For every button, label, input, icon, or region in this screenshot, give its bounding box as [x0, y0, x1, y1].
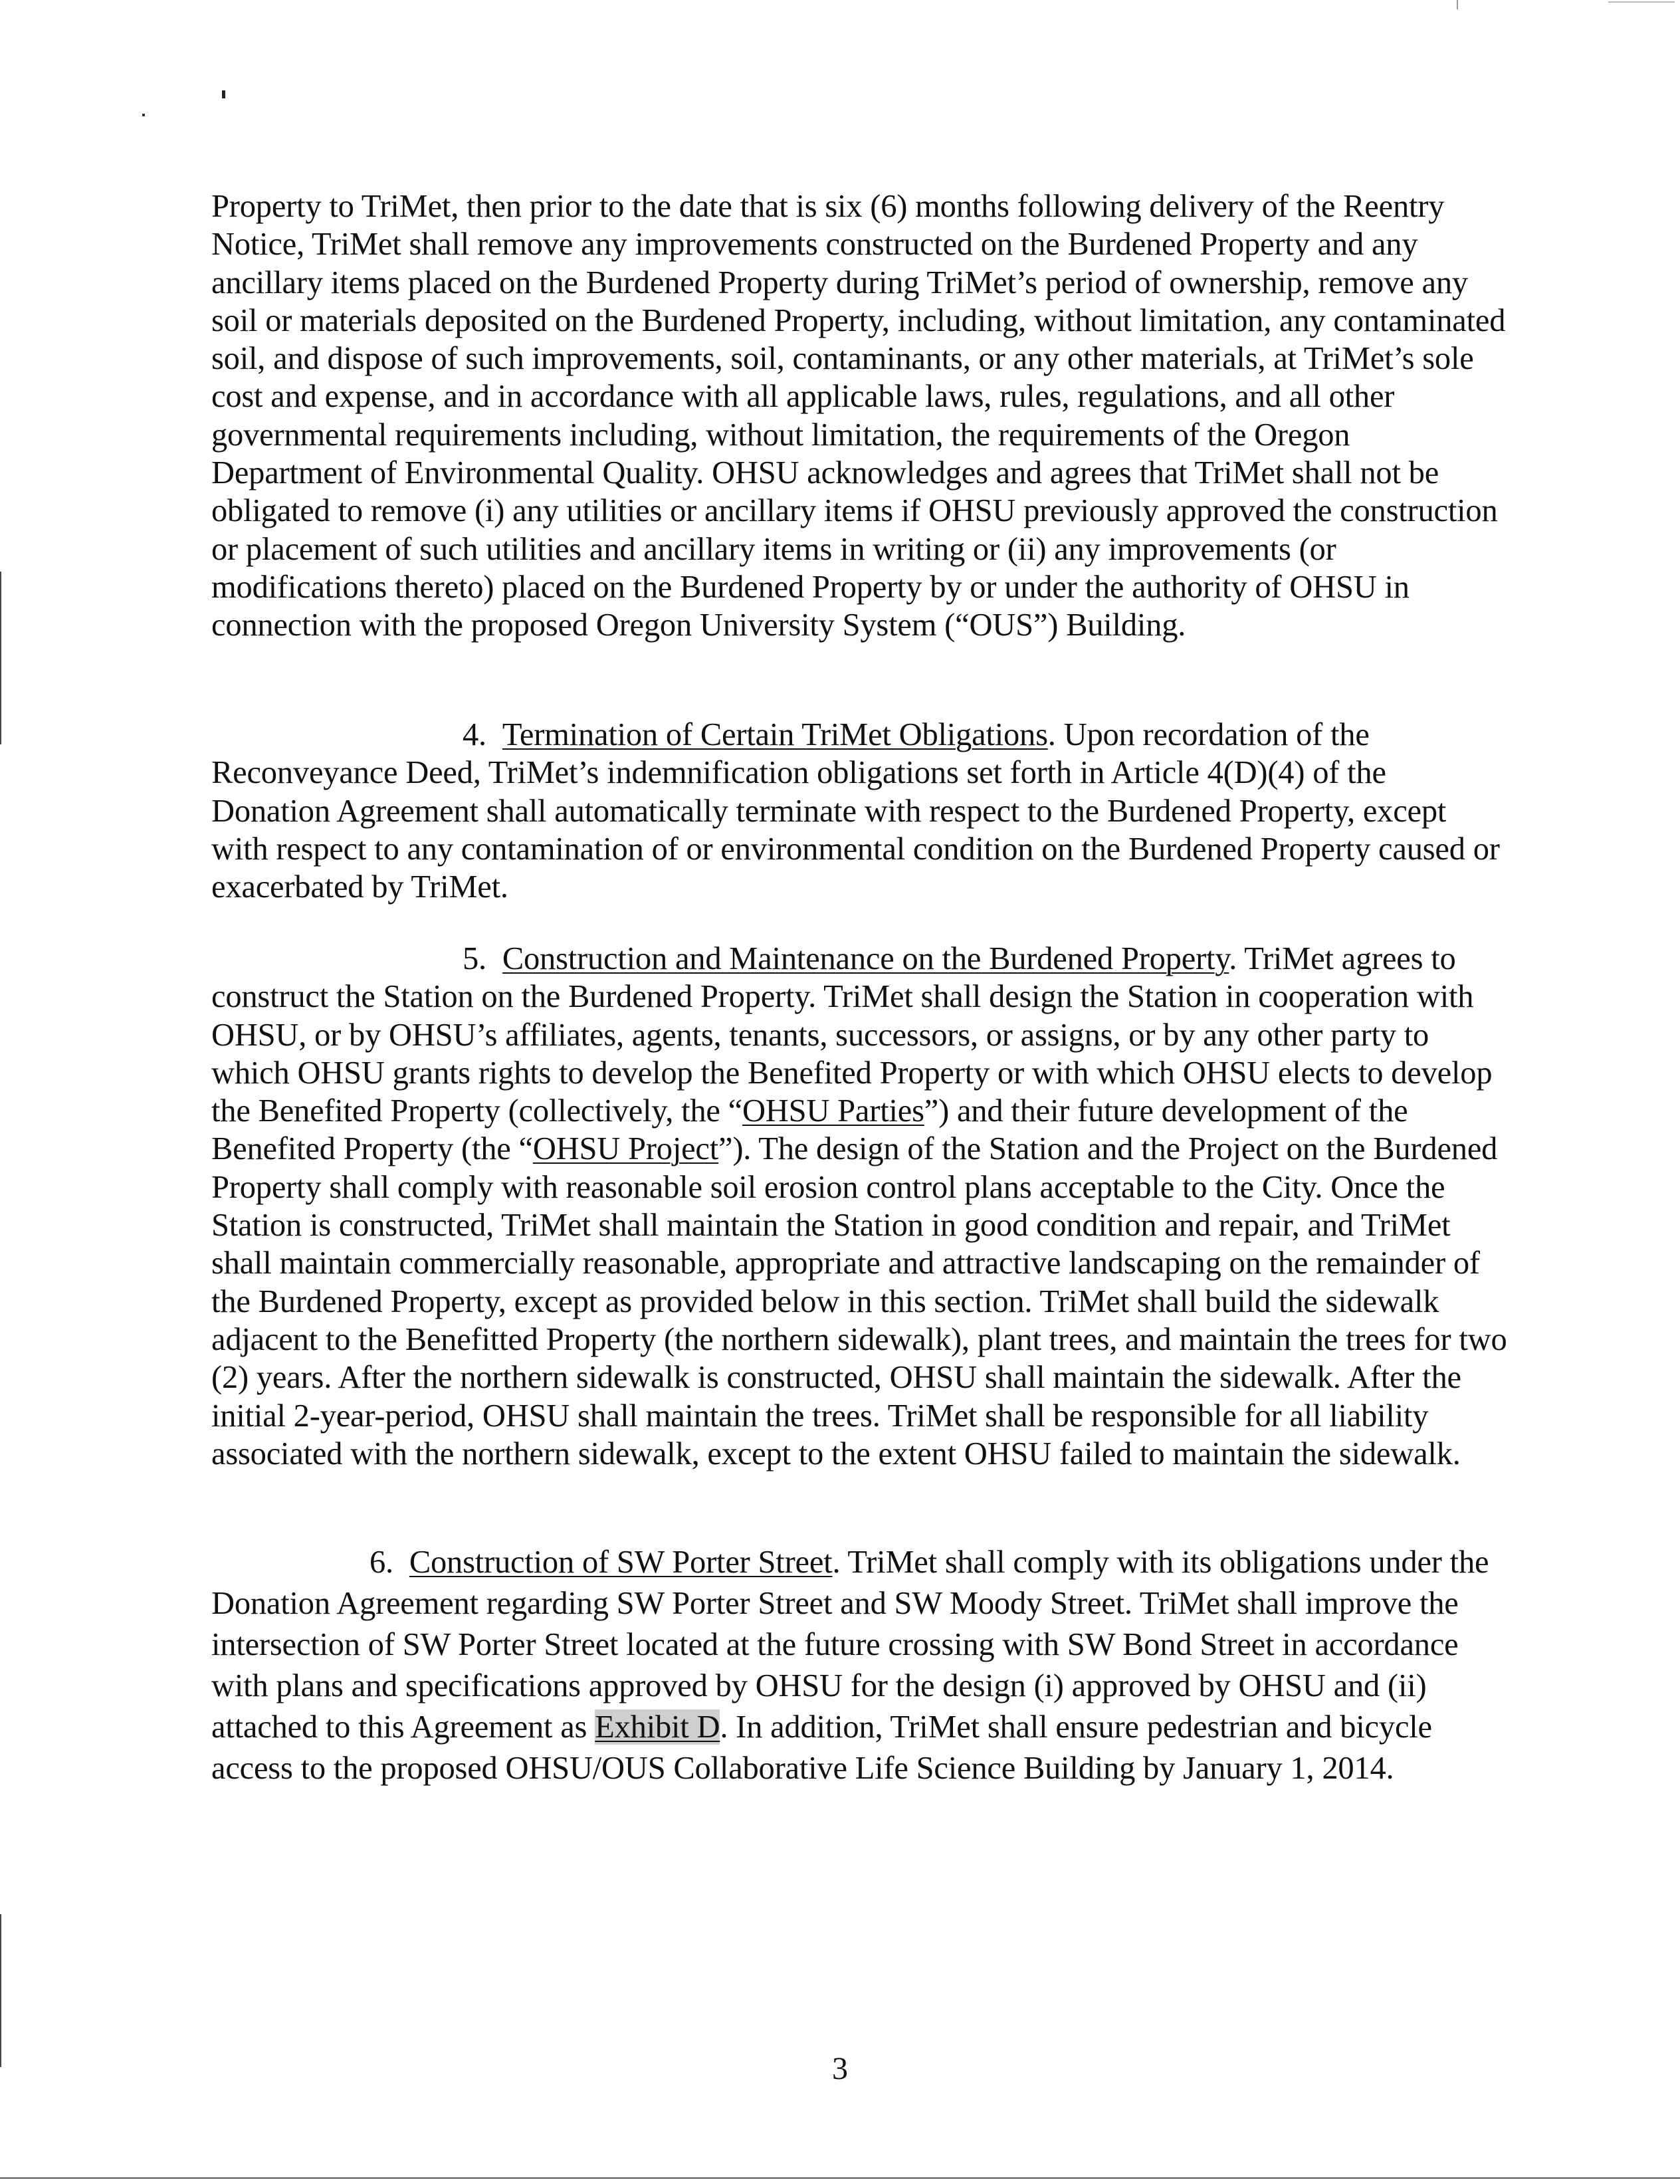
- section-6-body-2: . In addition, TriMet shall ensure pedestrian and bicycle access to the proposed OHSU/OUS Collaborative Life Science Building by January 1, 2014.: [211, 1709, 1432, 1786]
- scan-edge-dash: [1608, 1, 1675, 3]
- section-5-block: [211, 940, 1507, 1473]
- scan-edge-line: [0, 1914, 1, 2067]
- scan-artifact-dot: [142, 114, 145, 116]
- section-5-body-1: . TriMet agrees to construct the Station on the Burdened Property. TriMet shall design the Station in cooperation with OHSU, or by OHSU’s affiliates, agents, tenants, successors, or assigns, or by any other party to which OHSU grants rights to develop the Benefited Property or with which OHSU elects to develop the Benefited Property (collectively, the “: [211, 941, 1493, 1129]
- section-5-body-3: ”). The design of the Station and the Project on the Burdened Property shall comply with reasonable soil erosion control plans acceptable to the City. Once the Station is constructed, TriMet shall maintain the Station in good condition and repair, and TriMet shall maintain commercially reasonable, appropriate and attractive landscaping on the remainder of the Burdened Property, except as provided below in this section. TriMet shall build the sidewalk adjacent to the Benefitted Property (the northern sidewalk), plant trees, and maintain the trees for two (2) years. After the northern sidewalk is constructed, OHSU shall maintain the sidewalk. After the initial 2-year-period, OHSU shall maintain the trees. TriMet shall be responsible for all liability associated with the northern sidewalk, except to the extent OHSU failed to maintain the sidewalk.: [211, 1131, 1507, 1472]
- section-6-block: [211, 1542, 1507, 1789]
- section-4-paragraph: [211, 716, 1507, 906]
- section-6-body-1: . TriMet shall comply with its obligations under the Donation Agreement regarding SW Porter Street and SW Moody Street. TriMet shall improve the intersection of SW Porter Street located at the future crossing with SW Bond Street in accordance with plans and specifications approved by OHSU for the design (i) approved by OHSU and (ii) attached to this Agreement as: [211, 1545, 1489, 1745]
- exhibit-d-reference: Exhibit D: [595, 1709, 720, 1745]
- section-4-heading: Termination of Certain TriMet Obligations: [502, 717, 1048, 752]
- section-6-paragraph: [211, 1542, 1507, 1789]
- section-5-number: 5.: [463, 941, 486, 976]
- defined-term-ohsu-project: OHSU Project: [532, 1131, 719, 1167]
- section-4-number: 4.: [463, 717, 486, 752]
- section-6-heading: Construction of SW Porter Street: [409, 1545, 833, 1580]
- scan-edge-tick: [1457, 0, 1458, 9]
- scan-bottom-edge: [0, 2177, 1680, 2179]
- section-4-block: [211, 716, 1507, 906]
- section-5-paragraph: [211, 940, 1507, 1473]
- section-4-body: . Upon recordation of the Reconveyance Deed, TriMet’s indemnification obligations set forth in Article 4(D)(4) of the Donation Agreement shall automatically terminate with respect to the Burdened Property, except with respect to any contamination of or environmental condition on the Burdened Property caused or exacerbated by TriMet.: [211, 717, 1500, 905]
- scan-edge-line: [0, 572, 1, 744]
- page-number: 3: [832, 2051, 848, 2086]
- section-5-body-2: ”) and their future development of the Benefited Property (the “: [211, 1093, 1408, 1167]
- section-5-heading: Construction and Maintenance on the Burdened Property: [502, 941, 1229, 976]
- continuation-paragraph: Property to TriMet, then prior to the date that is six (6) months following delivery of the Reentry Notice, TriMet shall remove any improvements constructed on the Burdened Property and any ancillary items placed on the Burdened Property during TriMet’s period of ownership, remove any soil or materials deposited on the Burdened Property, including, without limitation, any contaminated soil, and dispose of such improvements, soil, contaminants, or any other materials, at TriMet’s sole cost and expense, and in accordance with all applicable laws, rules, regulations, and all other governmental requirements including, without limitation, the requirements of the Oregon Department of Environmental Quality. OHSU acknowledges and agrees that TriMet shall not be obligated to remove (i) any utilities or ancillary items if OHSU previously approved the construction or placement of such utilities and ancillary items in writing or (ii) any improvements (or modifications thereto) placed on the Burdened Property by or under the authority of OHSU in connection with the proposed Oregon University System (“OUS”) Building.: [211, 189, 1506, 643]
- continuation-block: [211, 187, 1507, 645]
- defined-term-ohsu-parties: OHSU Parties: [742, 1093, 924, 1129]
- section-6-number: 6.: [369, 1545, 393, 1580]
- scan-artifact-mark: [222, 90, 225, 98]
